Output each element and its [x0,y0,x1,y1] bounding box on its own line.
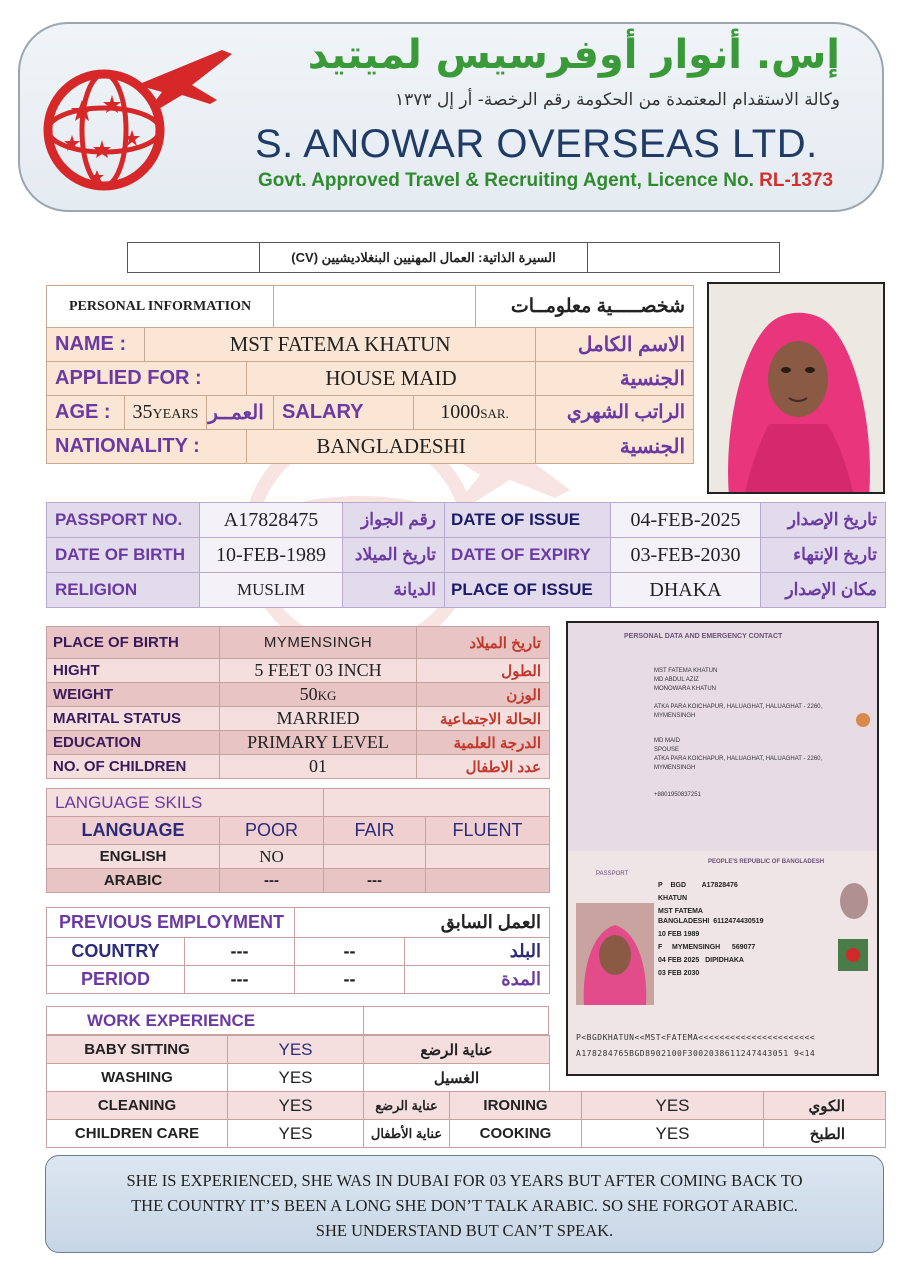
period-value-1: --- [185,966,295,994]
date-of-expiry-label-ar: تاريخ الإنتهاء [761,538,886,573]
applied-for-label: APPLIED FOR : [47,362,247,396]
marital-status-value: MARRIED [220,707,417,731]
cv-banner [127,242,780,273]
scan-emergency-address: ATKA PARA KOICHAPUR, HALUAGHAT, HALUAGHAT - 2260, MYMENSINGH [654,756,823,771]
applied-for-value: HOUSE MAID [247,362,536,396]
children-care-value: YES [228,1120,364,1148]
place-of-issue-value: DHAKA [611,573,761,608]
arabic-fluent [426,869,550,893]
scan-relationship: SPOUSE [654,747,680,753]
arabic-poor: --- [220,869,324,893]
scan-birth-place: MYMENSINGH [672,944,721,951]
experience-note [45,1155,884,1253]
children-value: 01 [220,755,417,779]
marital-status-label-ar: الحالة الاجتماعية [417,707,550,731]
baby-sitting-label-ar: عناية الرضع [364,1036,550,1064]
tagline-text: Govt. Approved Travel & Recruiting Agent, Licence No. [258,170,754,191]
language-skills-title: LANGUAGE SKILS [47,789,324,817]
bangladesh-flag-icon [838,939,868,971]
date-of-issue-label-ar: تاريخ الإصدار [761,503,886,538]
date-of-birth-label: DATE OF BIRTH [47,538,200,573]
place-of-issue-label: PLACE OF ISSUE [445,573,611,608]
scan-emergency-name: MD MAID [654,738,680,744]
scan-country-title: PEOPLE'S REPUBLIC OF BANGLADESH [708,859,825,865]
work-experience-title: WORK EXPERIENCE [47,1007,364,1035]
baby-sitting-value: YES [228,1036,364,1064]
scan-dob: 10 FEB 1989 [658,931,700,938]
height-label: HIGHT [47,659,220,683]
age-value [125,396,207,430]
scan-doc-label: PASSPORT [596,871,629,877]
passport-ghost-photo [840,883,868,919]
scan-surname: KHATUN [658,895,688,902]
scan-country-code: BGD [670,882,687,889]
children-care-label-ar: عناية الأطفال [364,1120,450,1148]
marital-status-label: MARITAL STATUS [47,707,220,731]
fluent-header: FLUENT [426,817,550,845]
company-name-arabic: إس. أنوار أوفرسيس لميتيد [307,32,840,78]
period-label: PERIOD [47,966,185,994]
religion-value: MUSLIM [200,573,343,608]
date-of-issue-value: 04-FEB-2025 [611,503,761,538]
religion-label-ar: الديانة [343,573,445,608]
education-label-ar: الدرجة العلمية [417,731,550,755]
period-label-ar: المدة [405,966,550,994]
cleaning-label: CLEANING [47,1092,228,1120]
age-unit: YEARS [152,407,199,422]
passport-no-value: A17828475 [200,503,343,538]
scan-sex: F [658,944,663,951]
place-of-birth-label: PLACE OF BIRTH [47,627,220,659]
children-care-label: CHILDREN CARE [47,1120,228,1148]
company-tagline-arabic: وكالة الاستقدام المعتمدة من الحكومة رقم الرخصة- أر إل ١٣٧٣ [395,90,840,110]
applicant-photo [707,282,885,494]
poor-header: POOR [220,817,324,845]
scan-passport-no: A17828476 [701,882,738,889]
place-of-birth-label-ar: تاريخ الميلاد [417,627,550,659]
arabic-fair: --- [324,869,426,893]
weight-unit: KG [317,688,337,703]
scan-address: ATKA PARA KOICHAPUR, HALUAGHAT, HALUAGHAT - 2260, MYMENSINGH [654,704,823,719]
education-value: PRIMARY LEVEL [220,731,417,755]
children-label-ar: عدد الاطفال [417,755,550,779]
age-label: AGE : [47,396,125,430]
english-poor: NO [220,845,324,869]
washing-label-ar: الغسيل [364,1064,550,1092]
scan-authority: DIPIDHAKA [705,957,744,964]
salary-label: SALARY [274,396,414,430]
salary-unit: SAR. [480,406,509,421]
scan-name: MST FATEMA KHATUN [654,668,718,674]
country-label-ar: البلد [405,938,550,966]
scan-personal-no: 6112474430519 [713,918,764,925]
education-label: EDUCATION [47,731,220,755]
date-of-issue-label: DATE OF ISSUE [445,503,611,538]
passport-seal-icon [856,713,870,727]
height-value: 5 FEET 03 INCH [220,659,417,683]
passport-no-label-ar: رقم الجواز [343,503,445,538]
scan-prev-passport: 569077 [731,944,756,951]
company-tagline [258,170,833,192]
ironing-label: IRONING [450,1092,582,1120]
baby-sitting-label: BABY SITTING [47,1036,228,1064]
name-label: NAME : [47,328,145,362]
ironing-label-ar: الكوي [764,1092,886,1120]
contact-title: PERSONAL DATA AND EMERGENCY CONTACT [624,633,783,640]
scan-type: P [658,882,663,889]
scan-telephone: +8801950837251 [654,792,701,798]
date-of-birth-label-ar: تاريخ الميلاد [343,538,445,573]
fair-header: FAIR [324,817,426,845]
english-label: ENGLISH [47,845,220,869]
weight-value [220,683,417,707]
previous-employment-title: PREVIOUS EMPLOYMENT [47,908,295,938]
age-number: 35 [132,401,153,423]
date-of-birth-value: 10-FEB-1989 [200,538,343,573]
scan-issue-date: 04 FEB 2025 [658,957,700,964]
previous-employment-title-ar: العمل السابق [295,908,550,938]
nationality-label-ar: الجنسية [536,430,694,464]
religion-label: RELIGION [47,573,200,608]
company-name-english: S. ANOWAR OVERSEAS LTD. [255,122,818,166]
passport-information-table [46,502,886,608]
children-label: NO. OF CHILDREN [47,755,220,779]
salary-value [414,396,536,430]
personal-details-table [46,626,550,779]
passport-data-page [568,623,877,851]
period-value-2: -- [295,966,405,994]
licence-number: RL-1373 [759,170,834,191]
cv-title: السيرة الذاتية: العمال المهنيين البنغلاديشيين (CV) [260,243,588,273]
country-value-2: -- [295,938,405,966]
passport-no-label: PASSPORT NO. [47,503,200,538]
scan-mother: MONOWARA KHATUN [654,686,717,692]
washing-label: WASHING [47,1064,228,1092]
previous-employment-table [46,907,550,994]
cleaning-value: YES [228,1092,364,1120]
age-label-ar: العمــر [207,396,274,430]
work-experience-rows-b [46,1091,886,1148]
height-label-ar: الطول [417,659,550,683]
company-logo-icon [42,40,242,205]
weight-label-ar: الوزن [417,683,550,707]
portrait-image [709,284,885,494]
salary-number: 1000 [440,401,481,423]
cooking-value: YES [582,1120,764,1148]
cooking-label-ar: الطبخ [764,1120,886,1148]
scan-father: MD ABDUL AZIZ [654,677,699,683]
place-of-issue-label-ar: مكان الإصدار [761,573,886,608]
language-header: LANGUAGE [47,817,220,845]
passport-portrait-image [576,903,654,1005]
scan-expiry-date: 03 FEB 2030 [658,970,700,977]
applied-for-label-ar: الجنسية [536,362,694,396]
cleaning-label-ar: عناية الرضع [364,1092,450,1120]
date-of-expiry-label: DATE OF EXPIRY [445,538,611,573]
country-label: COUNTRY [47,938,185,966]
note-line-3: SHE UNDERSTAND BUT CAN’T SPEAK. [315,1221,614,1240]
nationality-value: BANGLADESHI [247,430,536,464]
country-value-1: --- [185,938,295,966]
cooking-label: COOKING [450,1120,582,1148]
passport-scan-image [566,621,879,1076]
personal-info-label: PERSONAL INFORMATION [47,286,274,328]
arabic-label: ARABIC [47,869,220,893]
english-fluent [426,845,550,869]
place-of-birth-value: MYMENSINGH [220,627,417,659]
scan-nationality: BANGLADESHI [658,918,710,925]
salary-label-ar: الراتب الشهري [536,396,694,430]
name-value: MST FATEMA KHATUN [145,328,536,362]
washing-value: YES [228,1064,364,1092]
date-of-expiry-value: 03-FEB-2030 [611,538,761,573]
weight-label: WEIGHT [47,683,220,707]
english-fair [324,845,426,869]
passport-bio-page [568,851,877,1074]
name-label-ar: الاسم الكامل [536,328,694,362]
language-skills-table [46,788,550,893]
nationality-label: NATIONALITY : [47,430,247,464]
work-experience-rows-a [46,1035,550,1092]
weight-number: 50 [299,684,318,704]
scan-given-name: MST FATEMA [658,908,703,915]
ironing-value: YES [582,1092,764,1120]
personal-information-table [46,285,694,464]
note-line-1: SHE IS EXPERIENCED, SHE WAS IN DUBAI FOR 03 YEARS BUT AFTER COMING BACK TO [126,1171,803,1190]
personal-info-label-ar: شخصـــــية معلومــات [476,286,694,328]
mrz-line-1: P<BGDKHATUN<<MST<FATEMA<<<<<<<<<<<<<<<<<<<<<< [576,1033,816,1042]
note-line-2: THE COUNTRY IT’S BEEN A LONG SHE DON’T TALK ARABIC. SO SHE FORGOT ARABIC. [131,1196,798,1215]
passport-photo [576,903,654,1005]
mrz-line-2: A178284765BGD8902100F3002038611247443051 9<14 [576,1049,816,1058]
